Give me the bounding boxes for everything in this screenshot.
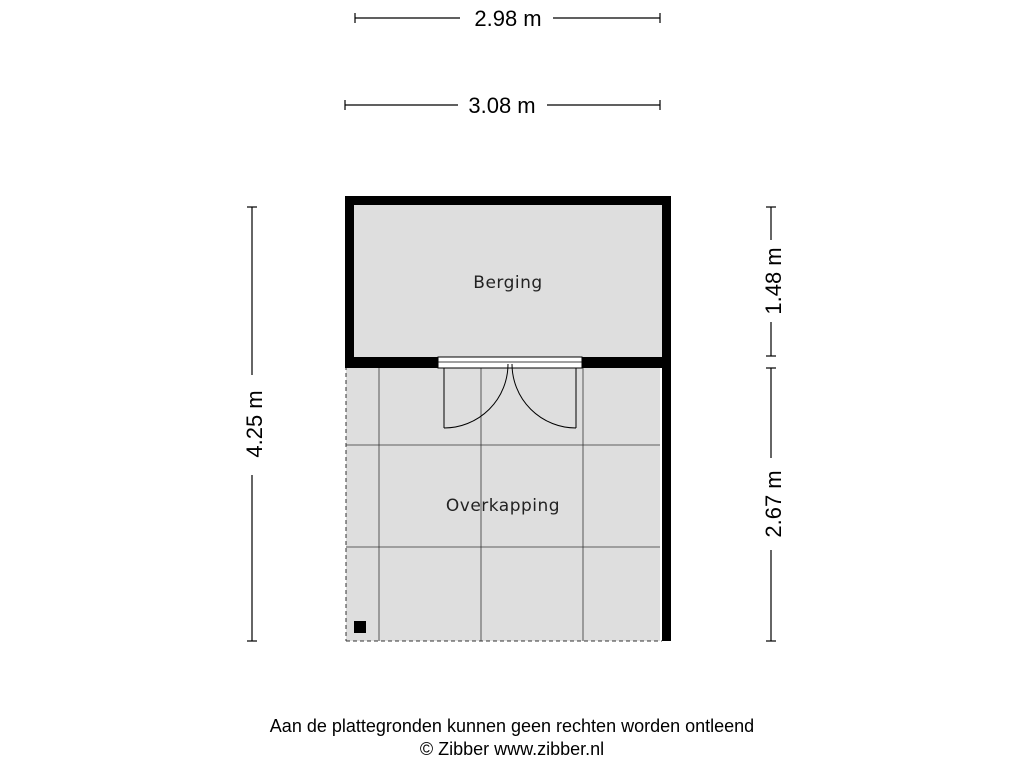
support-post-icon — [354, 621, 366, 633]
dimension-right-upper — [761, 207, 786, 356]
dimension-top-outer — [345, 93, 660, 118]
footer-disclaimer: Aan de plattegronden kunnen geen rechten worden ontleend — [269, 716, 755, 736]
footer-copyright: © Zibber www.zibber.nl — [419, 739, 605, 759]
dimension-label-top-outer: 3.08 m — [468, 93, 536, 118]
room-overkapping — [346, 362, 662, 641]
dimension-label-right-lower: 2.67 m — [761, 470, 786, 538]
dimension-label-top-inner: 2.98 m — [474, 6, 542, 31]
room-berging — [351, 202, 665, 360]
room-label-berging: Berging — [473, 273, 543, 293]
dimension-top-inner — [355, 6, 660, 31]
dimension-left-total — [242, 207, 267, 641]
dimension-right-lower — [761, 368, 786, 641]
dimension-label-left-total: 4.25 m — [242, 390, 267, 458]
dimension-label-right-upper: 1.48 m — [761, 247, 786, 315]
room-label-overkapping: Overkapping — [445, 496, 561, 516]
